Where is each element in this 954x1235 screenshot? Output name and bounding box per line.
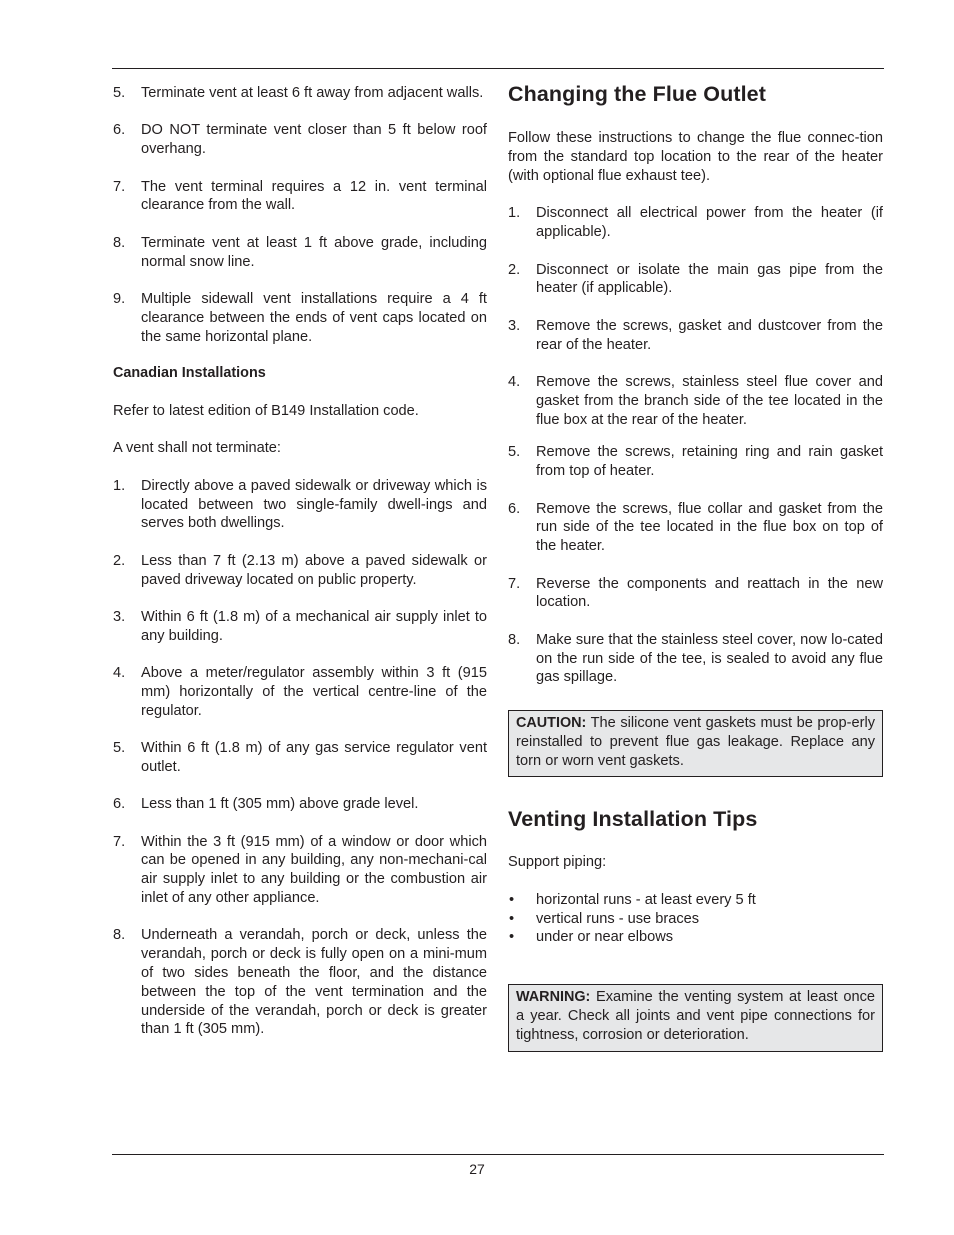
list-item: 7. Within the 3 ft (915 mm) of a window or door which can be opened in any building, any non-mechani-cal air supply inlet to any building or the combustion air inlet of any other appliance. xyxy=(113,833,487,907)
vent-termination-list xyxy=(113,84,487,346)
list-item: 6. Less than 1 ft (305 mm) above grade level. xyxy=(113,796,419,813)
list-item: • horizontal runs - at least every 5 ft xyxy=(509,891,756,908)
list-item: 5. Remove the screws, retaining ring and rain gasket from top of heater. xyxy=(508,444,883,480)
list-item: 9. Multiple sidewall vent installations require a 4 ft clearance between the ends of vent caps located on the same horizontal plane. xyxy=(113,290,487,345)
canadian-restrictions-list xyxy=(113,477,487,1039)
list-item: 5. Within 6 ft (1.8 m) of any gas service regulator vent outlet. xyxy=(113,740,487,775)
list-item: 1. Directly above a paved sidewalk or driveway which is located between two single-family dwell-ings and serves both dwellings. xyxy=(113,477,487,532)
list-item: 3. Within 6 ft (1.8 m) of a mechanical air supply inlet to any building. xyxy=(113,608,487,644)
list-item: 8. Underneath a verandah, porch or deck, unless the verandah, porch or deck is fully open on a mini-mum of two sides beneath the floor, and the distance between the top of the vent termination and the underside of the verandah, porch or deck is greater than 1 ft (305 mm). xyxy=(113,927,487,1038)
list-item: 2. Disconnect or isolate the main gas pipe from the heater (if applicable). xyxy=(508,261,883,297)
caution-box xyxy=(508,710,883,777)
list-item: 5. Terminate vent at least 6 ft away from adjacent walls. xyxy=(113,85,484,101)
footer-rule xyxy=(112,1154,884,1155)
list-item: 4. Remove the screws, stainless steel flue cover and gasket from the branch side of the tee located in the flue box at the rear of the heater. xyxy=(508,373,883,428)
list-item: 6. Remove the screws, flue collar and gasket from the run side of the tee located in the flue box on top of the heater. xyxy=(508,500,883,555)
list-item: 4. Above a meter/regulator assembly within 3 ft (915 mm) horizontally of the vertical centre-line of the regulator. xyxy=(113,665,487,719)
list-item: 8. Terminate vent at least 1 ft above grade, including normal snow line. xyxy=(113,234,487,270)
list-item: 7. The vent terminal requires a 12 in. vent terminal clearance from the wall. xyxy=(113,178,487,214)
support-piping-list xyxy=(508,891,883,947)
list-item: 7. Reverse the components and reattach in the new location. xyxy=(508,575,883,611)
flue-intro: Follow these instructions to change the flue connec-tion from the standard top location to the rear of the heater (with optional flue exhaust tee). xyxy=(508,130,883,184)
list-item: • under or near elbows xyxy=(509,929,674,946)
canadian-installations-heading: Canadian Installations xyxy=(113,365,266,382)
warning-box xyxy=(508,984,883,1051)
warning-label: WARNING: xyxy=(516,989,591,1006)
vent-intro: A vent shall not terminate: xyxy=(113,440,281,457)
flue-outlet-heading: Changing the Flue Outlet xyxy=(508,82,766,106)
venting-tips-heading: Venting Installation Tips xyxy=(508,807,758,832)
list-item: 8. Make sure that the stainless steel cover, now lo-cated on the run side of the tee, is sealed to avoid any flue gas spillage. xyxy=(508,631,883,686)
list-item: • vertical runs - use braces xyxy=(509,910,700,927)
support-piping-label: Support piping: xyxy=(508,854,607,871)
list-item: 3. Remove the screws, gasket and dustcover from the rear of the heater. xyxy=(508,317,883,353)
right-column xyxy=(508,80,883,1052)
list-item: 2. Less than 7 ft (2.13 m) above a paved sidewalk or paved driveway located on public property. xyxy=(113,552,487,588)
flue-steps-list xyxy=(508,204,883,687)
page-number: 27 xyxy=(469,1161,485,1177)
caution-text: The silicone vent gaskets must be prop-erly reinstalled to prevent flue gas leakage. Replace any torn or worn vent gaskets. xyxy=(516,715,875,769)
caution-label: CAUTION: xyxy=(516,715,587,732)
warning-text: Examine the venting system at least once a year. Check all joints and vent pipe connections for tightness, corrosion or deterioration. xyxy=(516,989,875,1043)
list-item: 6. DO NOT terminate vent closer than 5 ft below roof overhang. xyxy=(113,122,487,158)
left-column xyxy=(113,84,487,1039)
list-item: 1. Disconnect all electrical power from the heater (if applicable). xyxy=(508,205,883,241)
refer-text: Refer to latest edition of B149 Installation code. xyxy=(113,403,419,420)
header-rule xyxy=(112,68,884,69)
